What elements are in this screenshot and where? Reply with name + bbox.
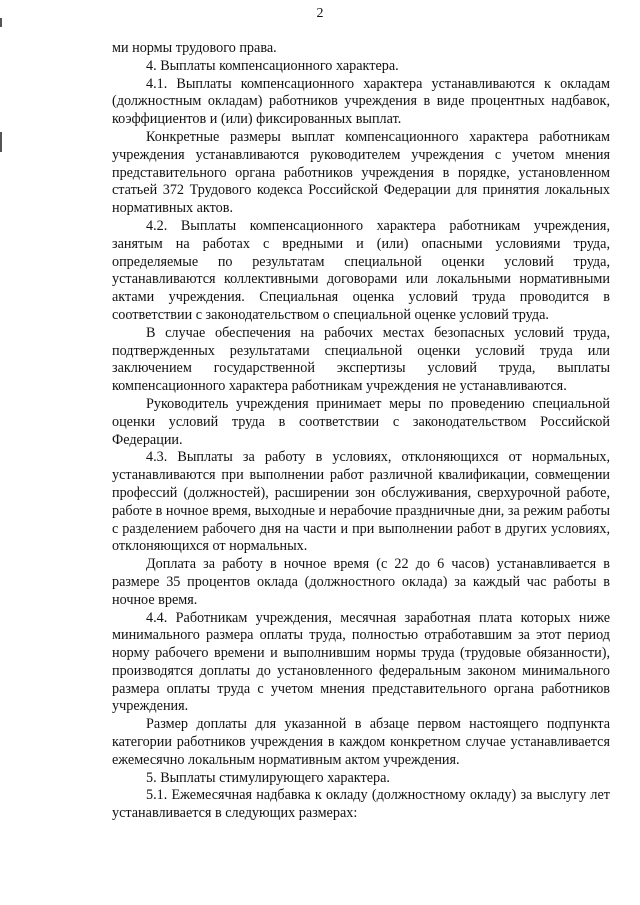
paragraph: 4.4. Работникам учреждения, месячная заработная плата которых ниже минимального размера оплаты труда, полностью отработавшим за этот период норму рабочего времени и выполнившим нормы труда (трудовые обязанности), производятся доплаты до установленного федеральным законом минимального размера оплаты труда с учетом мнения представительного органа работников учреждения. (112, 609, 610, 715)
margin-binding-mark (0, 132, 2, 152)
page-number: 2 (316, 6, 324, 21)
paragraph: В случае обеспечения на рабочих местах безопасных условий труда, подтвержденных результатами специальной оценки условий труда или заключением государственной экспертизы условий труда, выплаты компенсационного характера работникам учреждения не устанавливаются. (112, 324, 610, 395)
margin-binding-mark (0, 18, 2, 27)
paragraph: Конкретные размеры выплат компенсационного характера работникам учреждения устанавливаются руководителем учреждения с учетом мнения представительного органа работников учреждения в порядке, установленном статьей 372 Трудового кодекса Российской Федерации для принятия локальных нормативных актов. (112, 128, 610, 217)
paragraph: 5.1. Ежемесячная надбавка к окладу (должностному окладу) за выслугу лет устанавливается в следующих размерах: (112, 787, 610, 822)
section-heading: 5. Выплаты стимулирующего характера. (146, 769, 390, 786)
section-heading: 4. Выплаты компенсационного характера. (146, 57, 399, 74)
document-body (112, 40, 610, 823)
paragraph: Доплата за работу в ночное время (с 22 до 6 часов) устанавливается в размере 35 процентов оклада (должностного оклада) за каждый час работы в ночное время. (112, 556, 610, 608)
paragraph: Руководитель учреждения принимает меры по проведению специальной оценки условий труда в соответствии с законодательством Российской Федерации. (112, 395, 610, 448)
paragraph: Размер доплаты для указанной в абзаце первом настоящего подпункта категории работников учреждения в каждом конкретном случае устанавливается ежемесячно локальным нормативным актом учреждения. (112, 716, 610, 768)
paragraph: ми нормы трудового права. (112, 40, 277, 56)
paragraph: 4.1. Выплаты компенсационного характера устанавливаются к окладам (должностным окладам) работников учреждения в виде процентных надбавок, коэффициентов и (или) фиксированных выплат. (112, 75, 610, 128)
paragraph: 4.2. Выплаты компенсационного характера работникам учреждения, занятым на работах с вредными и (или) опасными условиями труда, определяемые по результатам специальной оценки условий труда, устанавливаются коллективными договорами или локальными нормативными актами учреждения. Специальная оценка условий труда проводится в соответствии с законодательством о специальной оценке условий труда. (112, 217, 610, 323)
paragraph: 4.3. Выплаты за работу в условиях, отклоняющихся от нормальных, устанавливаются при выполнении работ различной квалификации, совмещении профессий (должностей), расширении зон обслуживания, сверхурочной работе, работе в ночное время, выходные и нерабочие праздничные дни, за режим работы с разделением рабочего дня на части и при выполнении работ в других условиях, отклоняющихся от нормальных. (112, 449, 610, 555)
